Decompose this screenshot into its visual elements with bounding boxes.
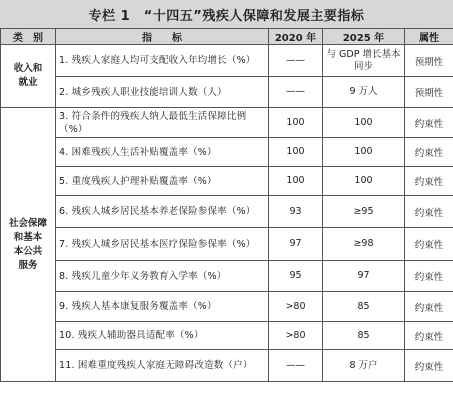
attribute-cell: 约束性 — [405, 292, 453, 322]
value-2025-cell: 85 — [323, 322, 405, 350]
value-2025-cell: 与 GDP 增长基本同步 — [323, 45, 405, 77]
value-2025-cell: 100 — [323, 167, 405, 196]
value-2020-cell: 93 — [269, 196, 323, 228]
header-2020: 2020 年 — [269, 29, 323, 45]
table-row — [1, 138, 453, 167]
value-2020-cell: >80 — [269, 322, 323, 350]
indicator-cell: 7. 残疾人城乡居民基本医疗保险参保率（%） — [56, 228, 269, 261]
value-2020-cell: 100 — [269, 167, 323, 196]
attribute-cell: 约束性 — [405, 138, 453, 167]
table-row — [1, 322, 453, 350]
attribute-cell: 约束性 — [405, 261, 453, 292]
indicator-cell: 9. 残疾人基本康复服务覆盖率（%） — [56, 292, 269, 322]
header-attribute: 属性 — [405, 29, 453, 45]
table-row — [1, 292, 453, 322]
category-social-security-public-services — [1, 108, 56, 382]
value-2025-cell: 97 — [323, 261, 405, 292]
attribute-cell: 约束性 — [405, 322, 453, 350]
value-2025-cell: 85 — [323, 292, 405, 322]
indicator-cell: 1. 残疾人家庭人均可支配收入年均增长（%） — [56, 45, 269, 77]
category-line: 收入和 — [13, 63, 43, 74]
value-2025-cell: ≥98 — [323, 228, 405, 261]
table-title: 专栏 1 “十四五”残疾人保障和发展主要指标 — [0, 0, 453, 28]
indicator-cell: 4. 困难残疾人生活补贴覆盖率（%） — [56, 138, 269, 167]
table-row — [1, 45, 453, 77]
table-row — [1, 196, 453, 228]
indicator-cell: 11. 困难重度残疾人家庭无障碍改造数（户） — [56, 350, 269, 382]
indicator-cell: 8. 残疾儿童少年义务教育入学率（%） — [56, 261, 269, 292]
table-row — [1, 350, 453, 382]
value-2020-cell: 100 — [269, 108, 323, 138]
value-2020-cell: >80 — [269, 292, 323, 322]
indicators-table — [0, 28, 453, 382]
value-2020-cell: —— — [269, 77, 323, 108]
category-line: 社会保障 — [8, 217, 47, 229]
value-2025-cell: ≥95 — [323, 196, 405, 228]
header-row — [1, 29, 453, 45]
table-row — [1, 108, 453, 138]
attribute-cell: 约束性 — [405, 196, 453, 228]
indicator-cell: 3. 符合条件的残疾人纳人最低生活保障比例（%） — [56, 108, 269, 138]
table-row — [1, 228, 453, 261]
indicator-cell: 6. 残疾人城乡居民基本养老保险参保率（%） — [56, 196, 269, 228]
indicator-cell: 10. 残疾人辅助器具适配率（%） — [56, 322, 269, 350]
indicator-cell: 2. 城乡残疾人职业技能培训人数（人） — [56, 77, 269, 108]
table-row — [1, 261, 453, 292]
category-line: 服务 — [18, 259, 38, 271]
table-row — [1, 167, 453, 196]
table-row — [1, 77, 453, 108]
value-2025-cell: 100 — [323, 108, 405, 138]
value-2025-cell: 100 — [323, 138, 405, 167]
attribute-cell: 约束性 — [405, 350, 453, 382]
header-indicator: 指 标 — [56, 29, 269, 45]
value-2020-cell: —— — [269, 45, 323, 77]
category-line: 本公共 — [13, 245, 43, 257]
indicator-cell: 5. 重度残疾人护理补贴覆盖率（%） — [56, 167, 269, 196]
header-category: 类 别 — [1, 29, 56, 45]
attribute-cell: 约束性 — [405, 108, 453, 138]
attribute-cell: 约束性 — [405, 228, 453, 261]
attribute-cell: 预期性 — [405, 77, 453, 108]
value-2020-cell: —— — [269, 350, 323, 382]
header-2025: 2025 年 — [323, 29, 405, 45]
category-line: 和基本 — [13, 231, 43, 243]
category-line: 就业 — [18, 77, 38, 88]
category-income-employment — [1, 45, 56, 108]
value-2020-cell: 95 — [269, 261, 323, 292]
attribute-cell: 约束性 — [405, 167, 453, 196]
value-2025-cell: 8 万户 — [323, 350, 405, 382]
attribute-cell: 预期性 — [405, 45, 453, 77]
value-2020-cell: 100 — [269, 138, 323, 167]
value-2020-cell: 97 — [269, 228, 323, 261]
value-2025-cell: 9 万人 — [323, 77, 405, 108]
